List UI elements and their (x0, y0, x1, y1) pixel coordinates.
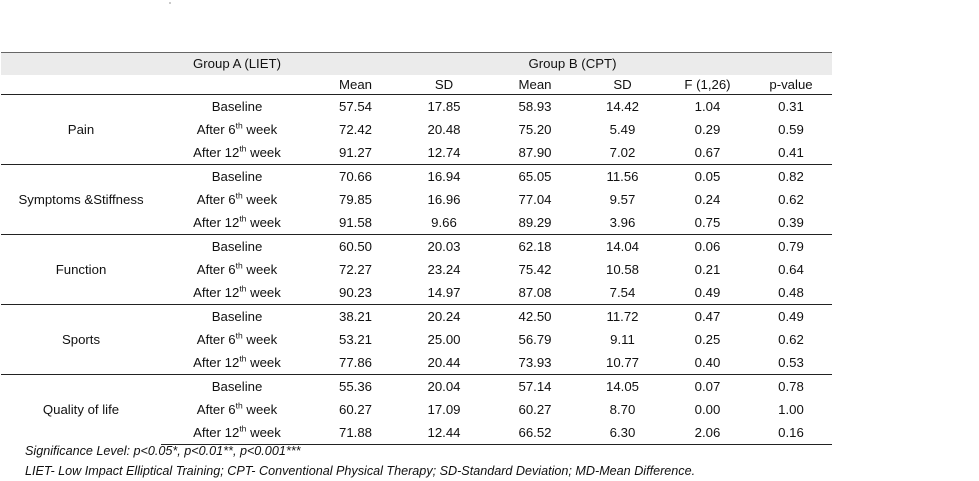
value-cell: 7.02 (609, 144, 636, 160)
col-p: p-value (750, 75, 832, 95)
value-cell: 0.07 (665, 375, 750, 399)
value-cell: 53.21 (338, 331, 372, 347)
value-cell: 0.25 (694, 331, 721, 347)
value-cell: 7.54 (609, 284, 636, 300)
value-cell: 75.42 (518, 261, 552, 277)
value-cell: 57.54 (313, 95, 398, 119)
value-cell: 14.97 (427, 284, 461, 300)
time-label: After 6th week (196, 400, 278, 417)
value-cell: 9.66 (431, 214, 457, 230)
value-cell: 11.72 (580, 305, 665, 329)
value-cell: 16.94 (398, 165, 490, 189)
table-row (1, 165, 832, 189)
time-label: Baseline (161, 305, 313, 329)
value-cell: 0.82 (750, 165, 832, 189)
time-label: Baseline (161, 375, 313, 399)
value-cell: 0.53 (778, 354, 804, 370)
value-cell: 0.47 (665, 305, 750, 329)
value-cell: 0.48 (778, 284, 804, 300)
category-label: Symptoms &Stiffness (1, 165, 161, 235)
value-cell: 5.49 (609, 121, 636, 137)
value-cell: 2.06 (665, 421, 750, 445)
value-cell: 0.78 (750, 375, 832, 399)
value-cell: 87.08 (518, 284, 552, 300)
value-cell: 16.96 (427, 191, 461, 207)
value-cell: 71.88 (313, 421, 398, 445)
value-cell: 58.93 (490, 95, 580, 119)
value-cell: 60.27 (338, 401, 372, 417)
value-cell: 72.27 (338, 261, 372, 277)
value-cell: 25.00 (427, 331, 461, 347)
value-cell: 55.36 (313, 375, 398, 399)
table-row (1, 95, 832, 119)
value-cell: 8.70 (609, 401, 636, 417)
value-cell: 0.49 (750, 305, 832, 329)
value-cell: 73.93 (518, 354, 552, 370)
value-cell: 17.85 (398, 95, 490, 119)
value-cell: 20.24 (398, 305, 490, 329)
value-cell: 11.56 (580, 165, 665, 189)
value-cell: 0.21 (694, 261, 721, 277)
value-cell: 1.00 (778, 401, 804, 417)
time-label: After 12th week (193, 213, 281, 230)
category-label: Function (1, 235, 161, 305)
value-cell: 79.85 (338, 191, 372, 207)
value-cell: 0.41 (778, 144, 804, 160)
value-cell: 38.21 (313, 305, 398, 329)
time-label: After 6th week (196, 190, 278, 207)
value-cell: 0.06 (665, 235, 750, 259)
value-cell: 12.74 (427, 144, 461, 160)
value-cell: 20.48 (427, 121, 461, 137)
time-label: After 6th week (196, 260, 278, 277)
value-cell: 23.24 (427, 261, 461, 277)
time-label: Baseline (161, 165, 313, 189)
value-cell: 9.11 (610, 331, 635, 347)
value-cell: 12.44 (398, 421, 490, 445)
table-row (1, 305, 832, 329)
stray-dot (169, 2, 171, 4)
time-label: After 12th week (193, 143, 281, 160)
value-cell: 0.59 (778, 121, 804, 137)
header-row-groups (1, 53, 832, 76)
value-cell: 91.58 (338, 214, 372, 230)
value-cell: 20.03 (398, 235, 490, 259)
significance-note: Significance Level: p<0.05*, p<0.01**, p<0.001*** (25, 444, 301, 458)
abbreviation-note: LIET- Low Impact Elliptical Training; CPT- Conventional Physical Therapy; SD-Standard Deviation; MD-Mean Difference. (25, 464, 696, 478)
time-label: After 6th week (196, 330, 278, 347)
value-cell: 0.40 (694, 354, 721, 370)
table-row (1, 235, 832, 259)
table-row (1, 375, 832, 399)
value-cell: 10.77 (605, 354, 639, 370)
table-notes (25, 441, 695, 481)
value-cell: 77.86 (338, 354, 372, 370)
value-cell: 77.04 (518, 191, 552, 207)
value-cell: 0.49 (694, 284, 721, 300)
value-cell: 56.79 (518, 331, 552, 347)
value-cell: 0.64 (778, 261, 804, 277)
value-cell: 75.20 (518, 121, 552, 137)
value-cell: 62.18 (490, 235, 580, 259)
value-cell: 0.31 (750, 95, 832, 119)
value-cell: 42.50 (490, 305, 580, 329)
value-cell: 72.42 (338, 121, 372, 137)
value-cell: 0.00 (694, 401, 721, 417)
value-cell: 10.58 (605, 261, 639, 277)
value-cell: 0.39 (778, 214, 804, 230)
value-cell: 14.04 (580, 235, 665, 259)
time-label: After 12th week (193, 283, 281, 300)
category-label: Pain (1, 95, 161, 165)
group-b-header: Group B (CPT) (313, 53, 832, 76)
time-label: Baseline (161, 95, 313, 119)
time-label: Baseline (161, 235, 313, 259)
value-cell: 20.04 (398, 375, 490, 399)
value-cell: 91.27 (338, 144, 372, 160)
col-sd-a: SD (398, 75, 490, 95)
value-cell: 6.30 (580, 421, 665, 445)
value-cell: 3.96 (609, 214, 636, 230)
value-cell: 0.16 (750, 421, 832, 445)
value-cell: 1.04 (665, 95, 750, 119)
value-cell: 90.23 (338, 284, 372, 300)
category-label: Quality of life (1, 375, 161, 445)
value-cell: 0.62 (778, 331, 804, 347)
value-cell: 70.66 (313, 165, 398, 189)
value-cell: 65.05 (490, 165, 580, 189)
time-label: After 12th week (193, 353, 281, 370)
value-cell: 0.62 (778, 191, 804, 207)
col-f: F (1,26) (665, 75, 750, 95)
value-cell: 57.14 (490, 375, 580, 399)
value-cell: 0.05 (665, 165, 750, 189)
value-cell: 60.50 (313, 235, 398, 259)
col-mean-b: Mean (490, 75, 580, 95)
category-label: Sports (1, 305, 161, 375)
value-cell: 20.44 (427, 354, 461, 370)
value-cell: 87.90 (518, 144, 552, 160)
value-cell: 14.42 (580, 95, 665, 119)
col-sd-b: SD (580, 75, 665, 95)
results-table (1, 52, 832, 445)
value-cell: 0.29 (694, 121, 721, 137)
time-label: After 12th week (161, 421, 313, 445)
value-cell: 14.05 (580, 375, 665, 399)
value-cell: 60.27 (518, 401, 552, 417)
value-cell: 0.24 (694, 191, 721, 207)
group-a-header: Group A (LIET) (161, 53, 313, 76)
value-cell: 0.67 (694, 144, 721, 160)
col-mean-a: Mean (313, 75, 398, 95)
value-cell: 66.52 (490, 421, 580, 445)
header-row-columns (1, 75, 832, 95)
value-cell: 89.29 (518, 214, 552, 230)
value-cell: 0.79 (750, 235, 832, 259)
value-cell: 17.09 (427, 401, 461, 417)
time-label: After 6th week (196, 120, 278, 137)
value-cell: 9.57 (609, 191, 636, 207)
value-cell: 0.75 (694, 214, 721, 230)
